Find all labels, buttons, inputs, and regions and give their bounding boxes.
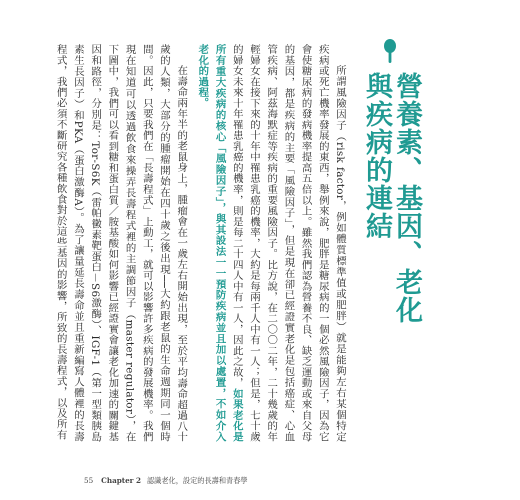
spoon-icon [377,38,403,64]
page-number: 55 [84,476,94,485]
body-text [54,44,348,442]
paragraph-1 [193,44,348,442]
paragraph-2 [52,44,190,442]
chapter-label: Chapter 2 [101,476,141,485]
section-title-block [355,38,425,338]
paragraph-2-text: 在壽命兩年半的老鼠身上，腫瘤會在一歲左右開始出現，至於平均壽命超過八十歲的人類，大部分的腫瘤開始在四十歲之後出現──大約跟老鼠的生命週期同一個時間。因此，只要我們在「長壽程式」上動工，就可以影響許多疾病的發展機率。我們現在知道可以透過飲食來操弄長壽程式裡的主調節因子（master regulator），在下圖中，我們可以看到糖和蛋白質／胺基酸如何影響已經證實會讓老化加速的關鍵基因和路徑，分別是：Tor-S6K（雷帕黴素靶蛋白－S6激酶）、IGF-1（第一型類胰島素生長因子）和PKA（蛋白激酶A）。為了讓量延長壽命並且重新編寫人體裡的長壽程式，我們必須不斷研究各種飲食對於這些基因的影響，所致的長壽程式，以及所有 [54,44,188,442]
paragraph-1-highlight: 如果老化是所有重大疾病的核心「風險因子」，與其設法一一預防疾病並且加以處置，不如介入老化的過程。 [196,44,243,442]
section-title: 營養素、基因、老化與疾病的連結 [361,72,422,324]
chapter-title: 認識老化，設定的長壽和青春學 [146,476,248,485]
paragraph-1-text: 所謂風險因子（risk factor，例如體質標準值或肥胖）就是能夠左右某個特定疾病或死亡機率發展的東西，舉例來說，肥胖是糖尿病的一個必然風險因子，因為它會使糖尿病的發病機率提高五倍以上。雖然我們認為營養不良、缺乏運動或來自父母的基因，都是疾病的主要「風險因子」，但是現在卻已經證實老化是包括癌症、心血管疾病、阿茲海默症等疾病的重要風險因子。比方說，在二〇〇二年，二十幾歲的年輕婦女在接下來的十年中罹患乳癌的機率，大約是每兩千人中有一人；但是，七十歲的婦女未來十年罹患乳癌的機率，則是每二十四人中有一人，因此之故， [230,44,346,442]
page-footer [84,476,248,486]
